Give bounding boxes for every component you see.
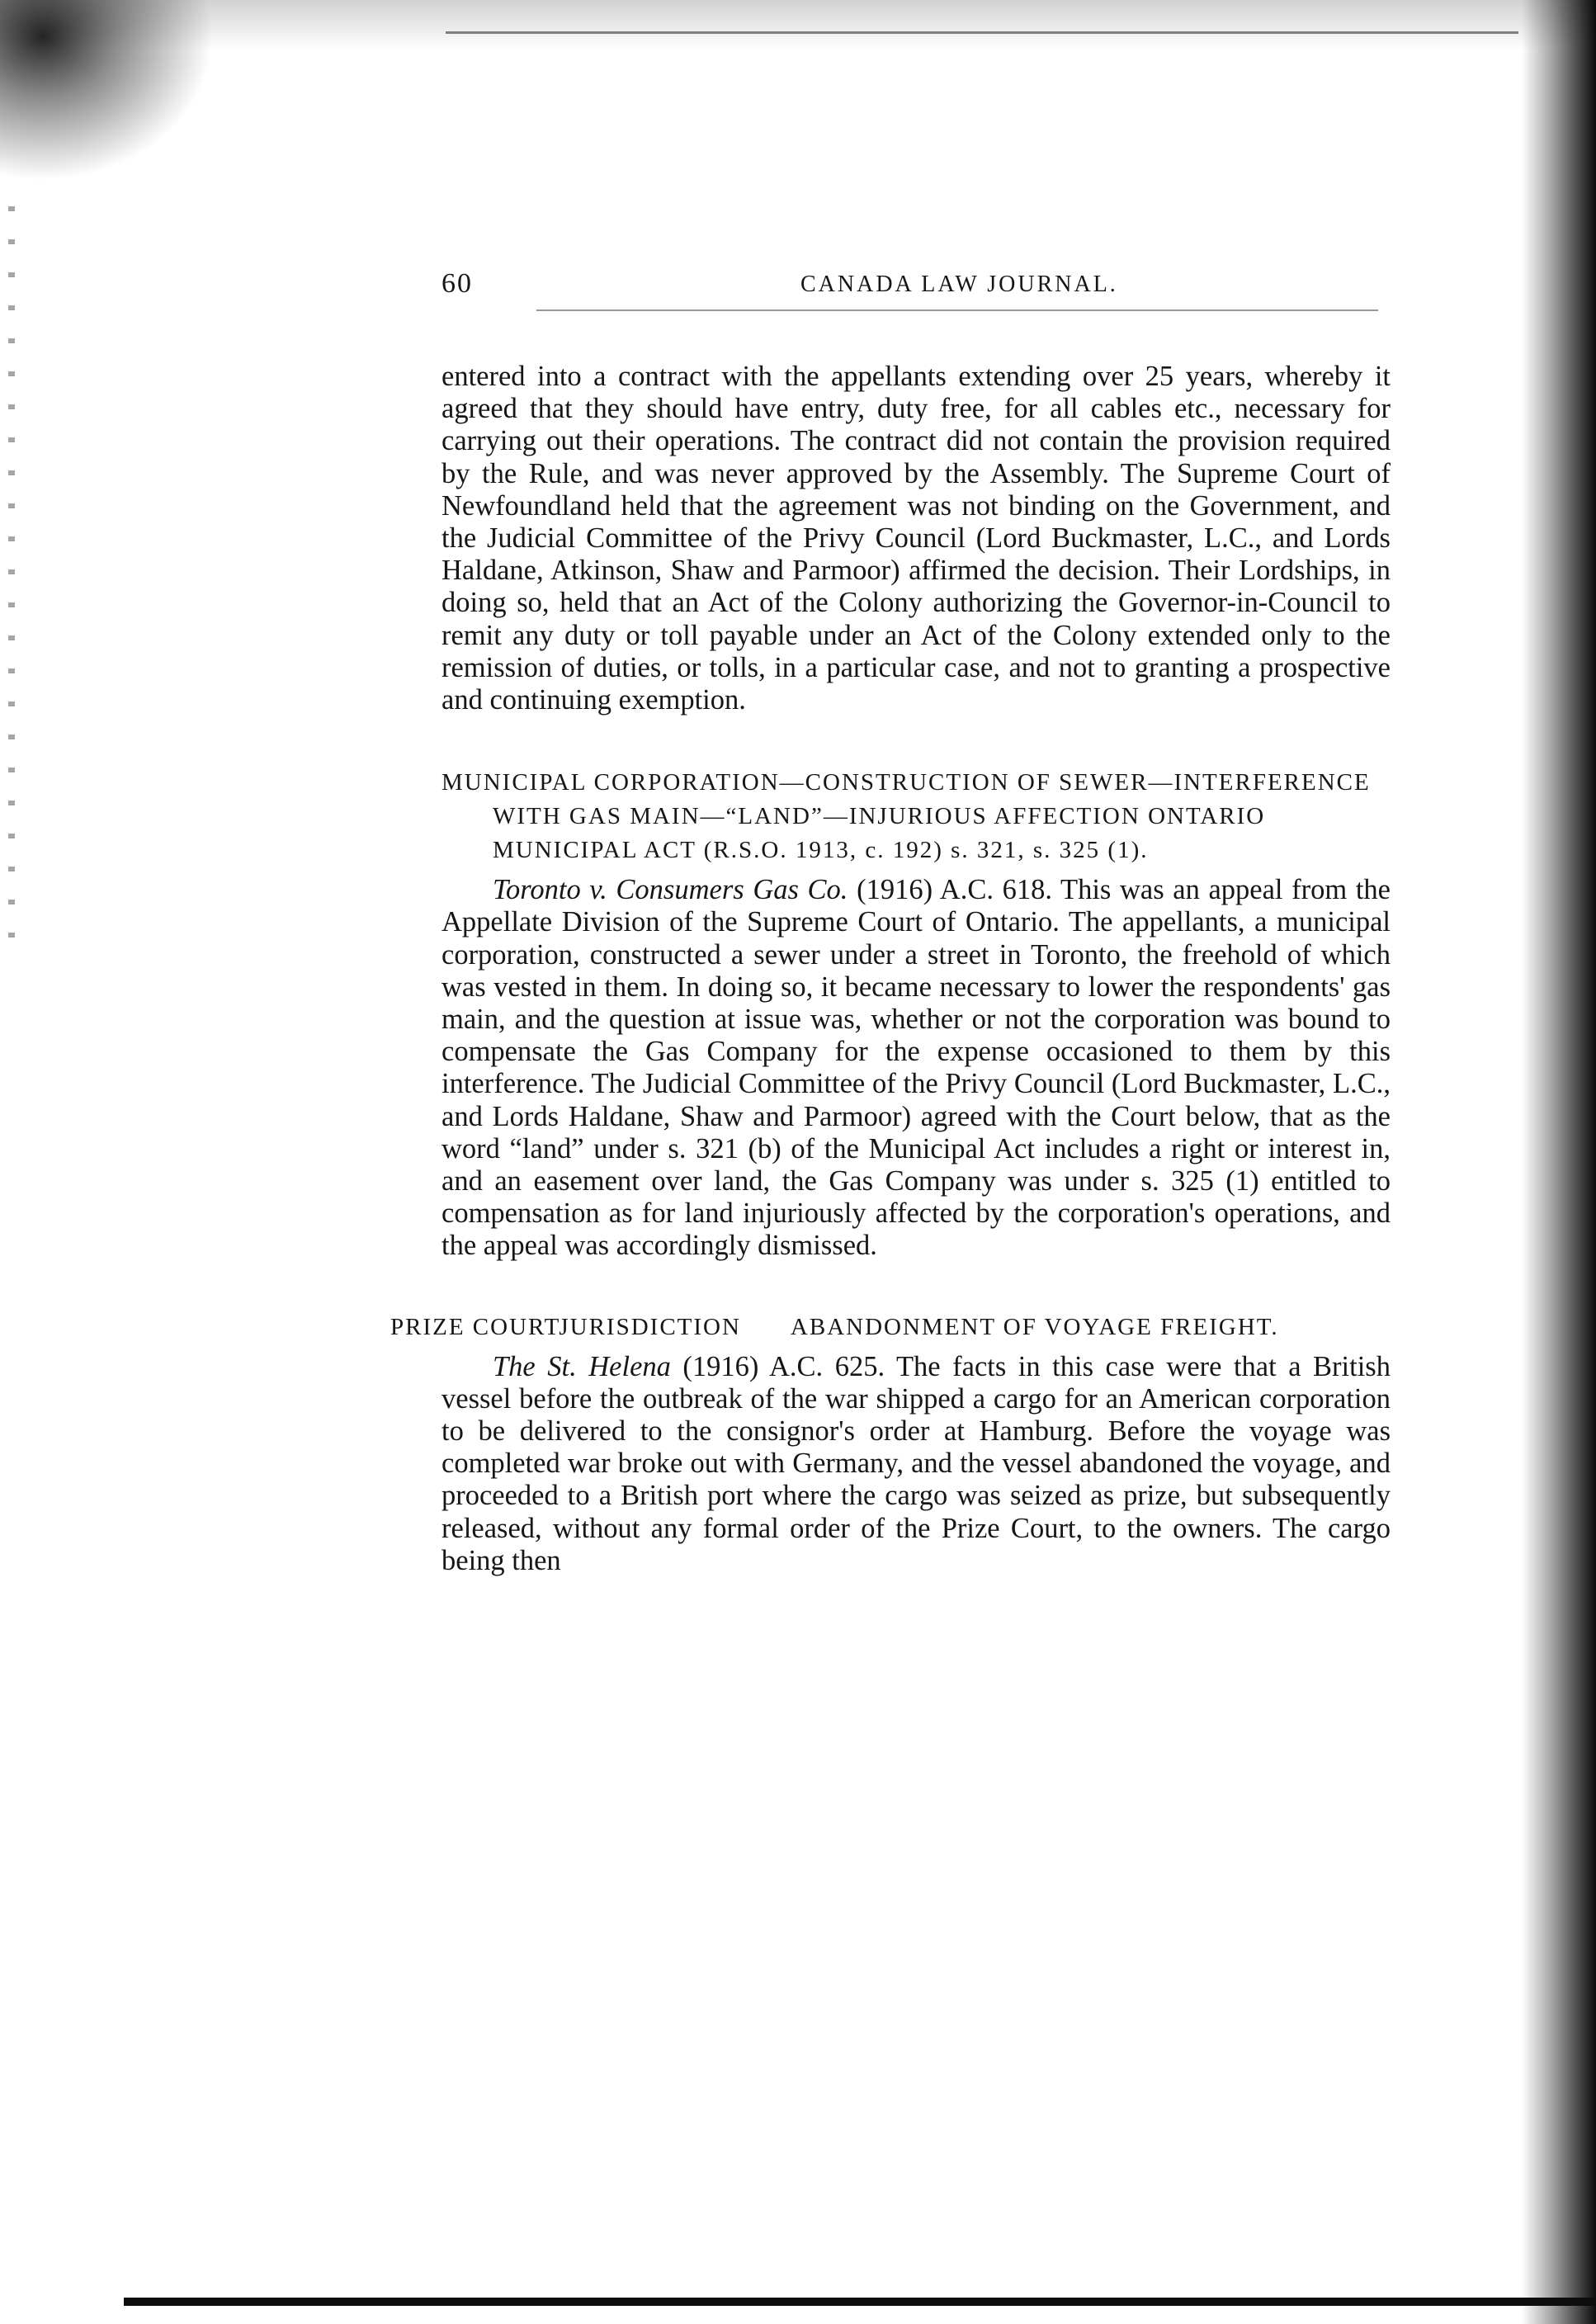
heading-part: PRIZE COURT (390, 1313, 561, 1340)
case-citation: (1916) A.C. 625. (670, 1350, 896, 1382)
running-head (441, 268, 1391, 309)
case-body: The facts in this case were that a British vessel before the outbreak of the war shipped a cargo for an American corporation to be delivered to the consignor's order at Hamburg. Before the voyage was completed war broke out with Germany, and the vessel abandoned the voyage, and proceeded to a British port where the cargo was seized as prize, but subsequently released, without any formal order of the Prize Court, to the owners. The cargo being then (441, 1350, 1391, 1576)
section-heading-municipal: MUNICIPAL CORPORATION—CONSTRUCTION OF SEWER—INTERFERENCE WITH GAS MAIN—“LAND”—INJURIOUS AFFECTION ONTARIO MUNICIPAL ACT (R.S.O. 1913, c. 192) s. 321, s. 325 (1). (441, 769, 1371, 864)
heading-part: ABANDONMENT OF VOYAGE FREIGHT. (790, 1313, 1279, 1340)
case-paragraph-toronto (441, 874, 1391, 1262)
case-citation: (1916) A.C. 618. (848, 874, 1060, 906)
page-number: 60 (441, 268, 473, 299)
scan-shadow-right (1522, 0, 1596, 2324)
header-rule (536, 309, 1378, 311)
scan-bottom-rule (124, 2298, 1596, 2306)
section-heading-prize (390, 1311, 1391, 1344)
case-paragraph-st-helena (441, 1351, 1391, 1577)
scan-edge-line (446, 31, 1518, 34)
scan-smudge (0, 0, 215, 182)
running-title: CANADA LAW JOURNAL. (800, 272, 1118, 297)
case-name: The St. Helena (493, 1350, 671, 1382)
scan-specks (8, 206, 15, 949)
intro-paragraph: entered into a contract with the appellants extending over 25 years, whereby it agreed that they should have entry, duty free, for all cables etc., necessary for carrying out their operations. The contract did not contain the provision required by the Rule, and was never approved by the Assembly. The Supreme Court of Newfoundland held that the agreement was not binding on the Government, and the Judicial Committee of the Privy Council (Lord Buckmaster, L.C., and Lords Haldane, Atkinson, Shaw and Parmoor) affirmed the decision. Their Lordships, in doing so, held that an Act of the Colony authorizing the Governor-in-Council to remit any duty or toll payable under an Act of the Colony extended only to the remission of duties, or tolls, in a particular case, and not to granting a prospective and continuing exemption. (441, 361, 1391, 716)
case-body: This was an appeal from the Appellate Division of the Supreme Court of Ontario. The appellants, a municipal corporation, constructed a sewer under a street in Toronto, the freehold of which was vested in them. In doing so, it became necessary to lower the respondents' gas main, and the question at issue was, whether or not the corporation was bound to compensate the Gas Company for the expense occasioned to them by this interference. The Judicial Committee of the Privy Council (Lord Buckmaster, L.C., and Lords Haldane, Shaw and Parmoor) agreed with the Court below, that as the word “land” under s. 321 (b) of the Municipal Act includes a right or interest in, and an easement over land, the Gas Company was under s. 325 (1) entitled to compensation as for land injuriously affected by the corporation's operations, and the appeal was accordingly dismissed. (441, 874, 1391, 1262)
heading-part: JURISDICTION (559, 1313, 741, 1340)
case-name: Toronto v. Consumers Gas Co. (493, 874, 848, 906)
scan-shadow-top (0, 0, 1596, 50)
journal-page (390, 268, 1391, 1577)
